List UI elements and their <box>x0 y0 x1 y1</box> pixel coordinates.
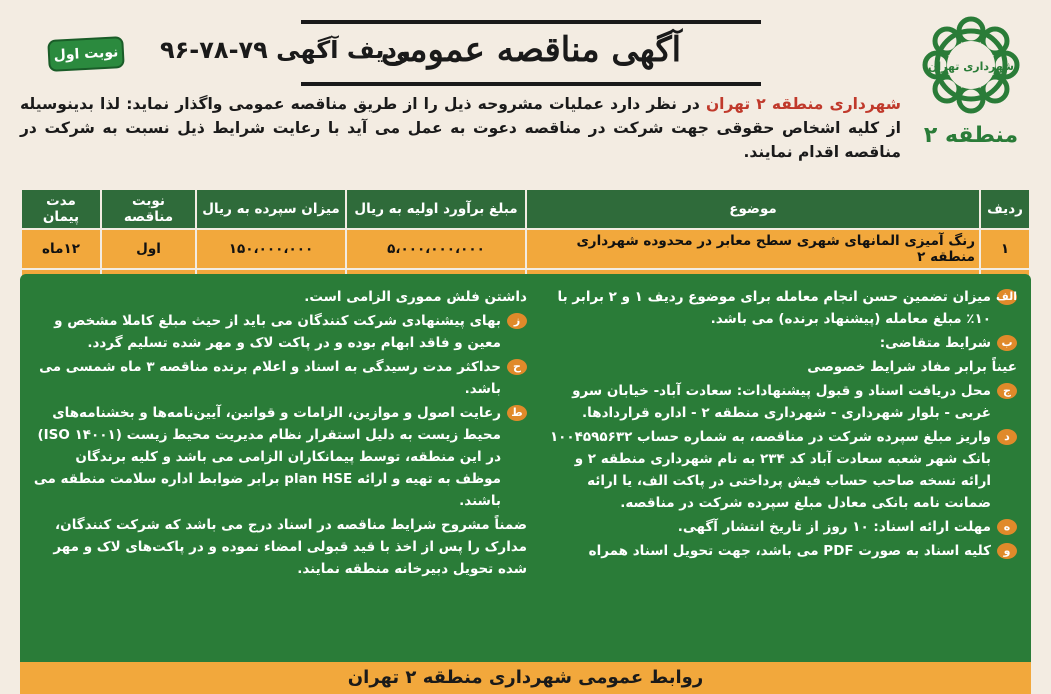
col-header: مبلغ برآورد اولیه به ریال <box>346 189 526 229</box>
table-cell: ۵،۰۰۰،۰۰۰،۰۰۰ <box>346 229 526 269</box>
table-row <box>21 229 1030 269</box>
condition-marker: ج <box>997 383 1017 399</box>
page-title: آگهی مناقصه عمومی <box>380 30 682 70</box>
condition-text: حداکثر مدت رسیدگی به اسناد و اعلام برنده مناقصه ۳ ماه شمسی می باشد. <box>39 359 501 397</box>
condition-note: داشتن فلش مموری الزامی است. <box>304 289 527 305</box>
table-cell: اول <box>101 229 196 269</box>
condition-text: رعایت اصول و موازین، الزامات و قوانین، آیین‌نامه‌ها و بخشنامه‌های محیط زیست به دلیل استقرار نظام مدیریت محیط زیست (ISO ۱۴۰۰۱) در این منطقه، توسط پیمانکاران الزامی می باشد و کلیه برندگان موظف به تهیه و ارائه plan HSE برابر ضوابط اداره سلامت منطقه می باشند. <box>33 405 501 509</box>
district-mark: منطقه ۲ <box>923 123 1019 148</box>
condition-item <box>542 380 1017 424</box>
condition-item <box>542 540 1017 562</box>
table-header-row <box>21 189 1030 229</box>
conditions-right-column <box>542 286 1017 564</box>
col-header: مدت پیمان <box>21 189 101 229</box>
intro-text: در نظر دارد عملیات مشروحه ذیل را از طریق مناقصه عمومی واگذار نماید: لذا بدینوسیله از کلیه اشخاص حقوقی جهت شرکت در مناقصه دعوت به عمل می آید با رعایت شرایط ذیل نسبت به شرکت در مناقصه اقدام نمایند. <box>20 95 901 161</box>
condition-item <box>542 332 1017 354</box>
condition-item <box>542 426 1017 514</box>
condition-item <box>30 402 527 512</box>
table-cell: ۱۵۰،۰۰۰،۰۰۰ <box>196 229 346 269</box>
col-header: موضوع <box>526 189 980 229</box>
municipality-logo <box>911 10 1031 150</box>
condition-marker: ز <box>507 313 527 329</box>
table-cell: رنگ آمیزی المانهای شهری سطح معابر در محدوده شهرداری منطقه ۲ <box>526 229 980 269</box>
table-cell: ۱ <box>980 229 1030 269</box>
condition-marker: ه <box>997 519 1017 535</box>
condition-note: عیناً برابر مفاد شرایط خصوصی <box>807 359 1017 375</box>
condition-marker: الف <box>995 290 1017 303</box>
ad-row-number: ردیف آگهی ۷۹-۷۸-۹۶ <box>160 36 411 64</box>
col-header: میزان سپرده به ریال <box>196 189 346 229</box>
condition-text: شرایط متقاضی: <box>879 335 991 351</box>
conditions-panel <box>20 274 1031 662</box>
condition-text: بهای پیشنهادی شرکت کنندگان می باید از حیث مبلغ کاملا مشخص و معین و فاقد ابهام بوده و در پاکت لاک و مهر شده تسلیم گردد. <box>54 313 501 351</box>
condition-text: میزان تضمین حسن انجام معامله برای موضوع ردیف ۱ و ۲ برابر با ۱۰٪ مبلغ معامله (پیشنهاد برنده) می باشد. <box>557 289 991 327</box>
condition-marker: ح <box>507 359 527 375</box>
table-cell: ۱۲ماه <box>21 229 101 269</box>
condition-item <box>30 356 527 400</box>
col-header: ردیف <box>980 189 1030 229</box>
condition-marker: د <box>997 429 1017 445</box>
condition-item <box>542 286 1017 330</box>
condition-text: مهلت ارائه اسناد: ۱۰ روز از تاریخ انتشار آگهی. <box>677 519 991 535</box>
condition-marker: ب <box>997 335 1017 351</box>
intro-highlight: شهرداری منطقه ۲ تهران <box>705 95 901 113</box>
footer-signature: روابط عمومی شهرداری منطقه ۲ تهران <box>20 662 1031 694</box>
intro-paragraph <box>20 92 901 164</box>
condition-text: واریز مبلغ سپرده شرکت در مناقصه، به شماره حساب ۱۰۰۴۵۹۵۶۳۲ بانک شهر شعبه سعادت آباد کد ۲۳۴ به نام شهرداری منطقه ۲ و ارائه نسخه صاحب حساب فیش پرداختی در پاکت الف، یا ارائه ضمانت نامه بانکی معادل مبلغ سپرده شرکت در مناقصه. <box>549 429 991 511</box>
logo-text: شهرداری تهران <box>928 60 1014 73</box>
round-badge: نوبت اول <box>47 36 125 72</box>
condition-item <box>542 516 1017 538</box>
conditions-left-column <box>30 286 527 582</box>
condition-text: کلیه اسناد به صورت PDF می باشد، جهت تحویل اسناد همراه <box>588 543 991 559</box>
col-header: نوبت مناقصه <box>101 189 196 229</box>
condition-item <box>30 310 527 354</box>
condition-marker: ط <box>507 405 527 421</box>
condition-note: ضمناً مشروح شرایط مناقصه در اسناد درج می باشد که شرکت کنندگان، مدارک را پس از اخذ با قید قبولی امضاء نموده و در پاکت‌های لاک و مهر شده تحویل دبیرخانه منطقه نمایند. <box>53 517 527 577</box>
condition-text: محل دریافت اسناد و قبول پیشنهادات: سعادت آباد- خیابان سرو غربی - بلوار شهرداری - شهرداری منطقه ۲ - اداره قراردادها. <box>572 383 991 421</box>
condition-marker: و <box>997 543 1017 559</box>
